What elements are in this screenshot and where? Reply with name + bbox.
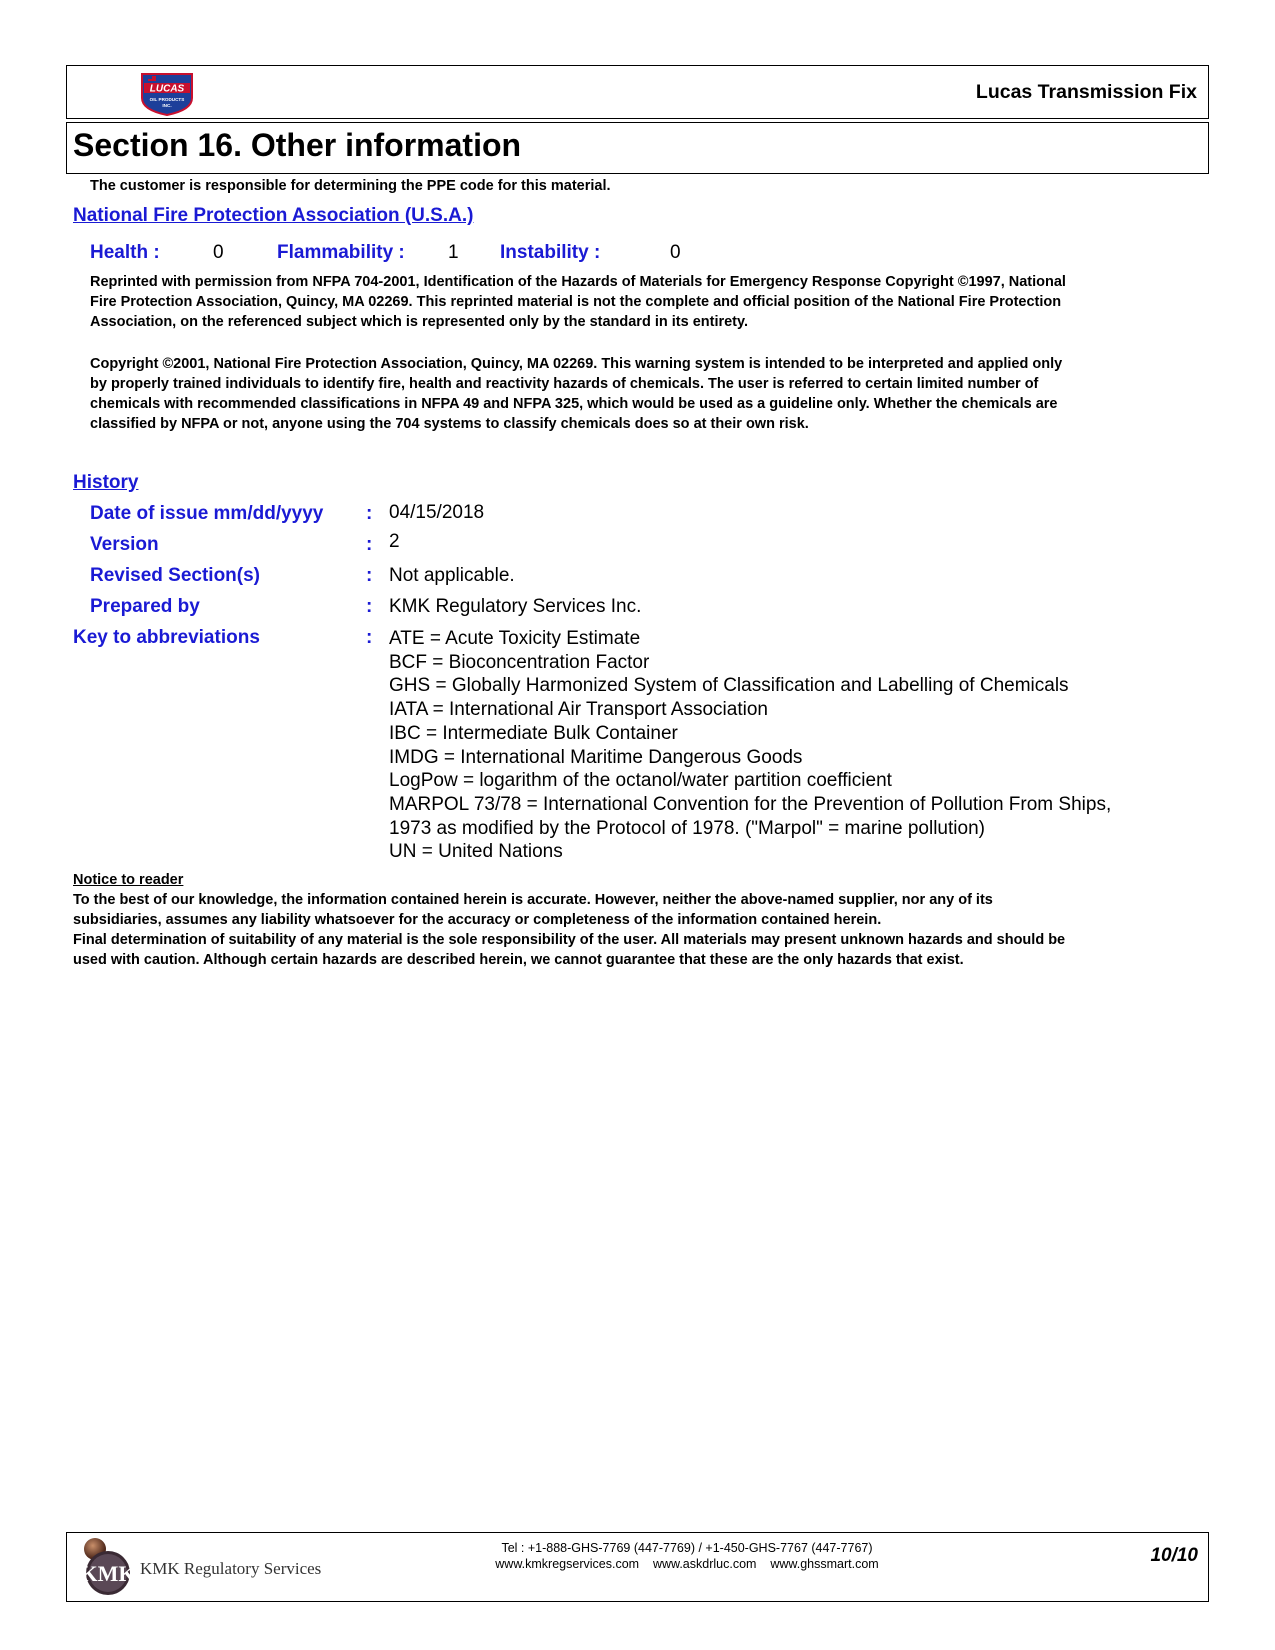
abbreviation-item: ATE = Acute Toxicity Estimate: [389, 628, 641, 649]
footer-tel: Tel : +1-888-GHS-7769 (447-7769) / +1-450-GHS-7767 (447-7767): [501, 1541, 873, 1555]
revised-sections-value: Not applicable.: [389, 565, 515, 586]
logo-brand: LUCAS: [149, 83, 185, 95]
colon: :: [366, 503, 373, 524]
notice-body: [73, 890, 1213, 970]
abbreviation-item: IMDG = International Maritime Dangerous Goods: [389, 746, 803, 768]
prepared-by-label: Prepared by: [90, 596, 200, 617]
notice-heading: Notice to reader: [73, 872, 184, 888]
copyright-line: by properly trained individuals to identify fire, health and reactivity hazards of chemicals. The user is referred to certain limited number of: [90, 376, 1039, 392]
notice-line: Final determination of suitability of any material is the sole responsibility of the user. All materials may present unknown hazards and should be: [73, 932, 1066, 948]
abbreviation-item: IBC = Intermediate Bulk Container: [389, 722, 678, 744]
abbreviation-item: MARPOL 73/78 = International Convention for the Prevention of Pollution From Ships,: [389, 793, 1112, 815]
colon: :: [366, 534, 373, 555]
copyright-line: Copyright ©2001, National Fire Protection Association, Quincy, MA 02269. This warning system is intended to be interpreted and applied only: [90, 356, 1063, 372]
page-number: 10/10: [1150, 1545, 1198, 1566]
ppe-note: The customer is responsible for determining the PPE code for this material.: [90, 178, 611, 194]
abbreviations-list: [389, 627, 1209, 864]
version-label: Version: [90, 534, 159, 555]
flammability-value: 1: [448, 242, 459, 263]
abbreviation-item: 1973 as modified by the Protocol of 1978. ("Marpol" = marine pollution): [389, 817, 985, 839]
key-to-abbreviations-label: Key to abbreviations: [73, 627, 260, 648]
nfpa-reprint-notice: [90, 272, 1210, 332]
colon: :: [366, 565, 373, 586]
abbreviation-item: BCF = Bioconcentration Factor: [389, 651, 650, 673]
reprint-line: Association, on the referenced subject which is represented only by the standard in its entirety.: [90, 314, 749, 330]
notice-line: subsidiaries, assumes any liability whatsoever for the accuracy or completeness of the information contained herein.: [73, 912, 882, 928]
flammability-label: Flammability :: [277, 242, 405, 263]
logo-inc: INC.: [162, 103, 172, 108]
instability-label: Instability :: [500, 242, 601, 263]
date-of-issue-label: Date of issue mm/dd/yyyy: [90, 503, 324, 524]
logo-subtext: OIL PRODUCTS: [149, 97, 185, 102]
abbreviation-item: LogPow = logarithm of the octanol/water partition coefficient: [389, 770, 892, 792]
notice-line: used with caution. Although certain hazards are described herein, we cannot guarantee that these are the only hazards that exist.: [73, 952, 964, 968]
health-value: 0: [213, 242, 224, 263]
footer-web: www.kmkregservices.com www.askdrluc.com www.ghssmart.com: [495, 1557, 879, 1571]
revised-sections-label: Revised Section(s): [90, 565, 260, 586]
copyright-line: chemicals with recommended classifications in NFPA 49 and NFPA 325, which would be used as a guideline only. Whether the chemicals are: [90, 396, 1058, 412]
kmk-letters: KMK: [80, 1561, 136, 1586]
date-of-issue-value: 04/15/2018: [389, 502, 485, 523]
colon: :: [366, 627, 373, 648]
abbreviation-item: IATA = International Air Transport Association: [389, 699, 768, 721]
product-name: Lucas Transmission Fix: [975, 81, 1197, 103]
abbreviation-item: GHS = Globally Harmonized System of Classification and Labelling of Chemicals: [389, 675, 1069, 697]
prepared-by-value: KMK Regulatory Services Inc.: [389, 596, 642, 617]
instability-value: 0: [670, 242, 681, 263]
copyright-line: classified by NFPA or not, anyone using the 704 systems to classify chemicals does so at their own risk.: [90, 416, 809, 432]
reprint-line: Fire Protection Association, Quincy, MA 02269. This reprinted material is not the complete and official position of the National Fire Protection: [90, 294, 1062, 310]
kmk-logo-icon: [80, 1536, 140, 1598]
version-value: 2: [389, 531, 400, 552]
nfpa-copyright-notice: [90, 354, 1210, 434]
nfpa-heading: National Fire Protection Association (U.S.A.): [73, 205, 474, 226]
health-label: Health :: [90, 242, 160, 263]
footer-company: KMK Regulatory Services: [140, 1559, 322, 1578]
history-heading: History: [73, 472, 139, 493]
abbreviation-item: UN = United Nations: [389, 841, 563, 863]
notice-line: To the best of our knowledge, the information contained herein is accurate. However, neither the above-named supplier, nor any of its: [73, 892, 993, 908]
reprint-line: Reprinted with permission from NFPA 704-2001, Identification of the Hazards of Materials for Emergency Response Copyright ©1997, National: [90, 274, 1066, 290]
section-title: Section 16. Other information: [73, 127, 522, 163]
lucas-oil-logo-icon: [138, 68, 196, 116]
colon: :: [366, 596, 373, 617]
